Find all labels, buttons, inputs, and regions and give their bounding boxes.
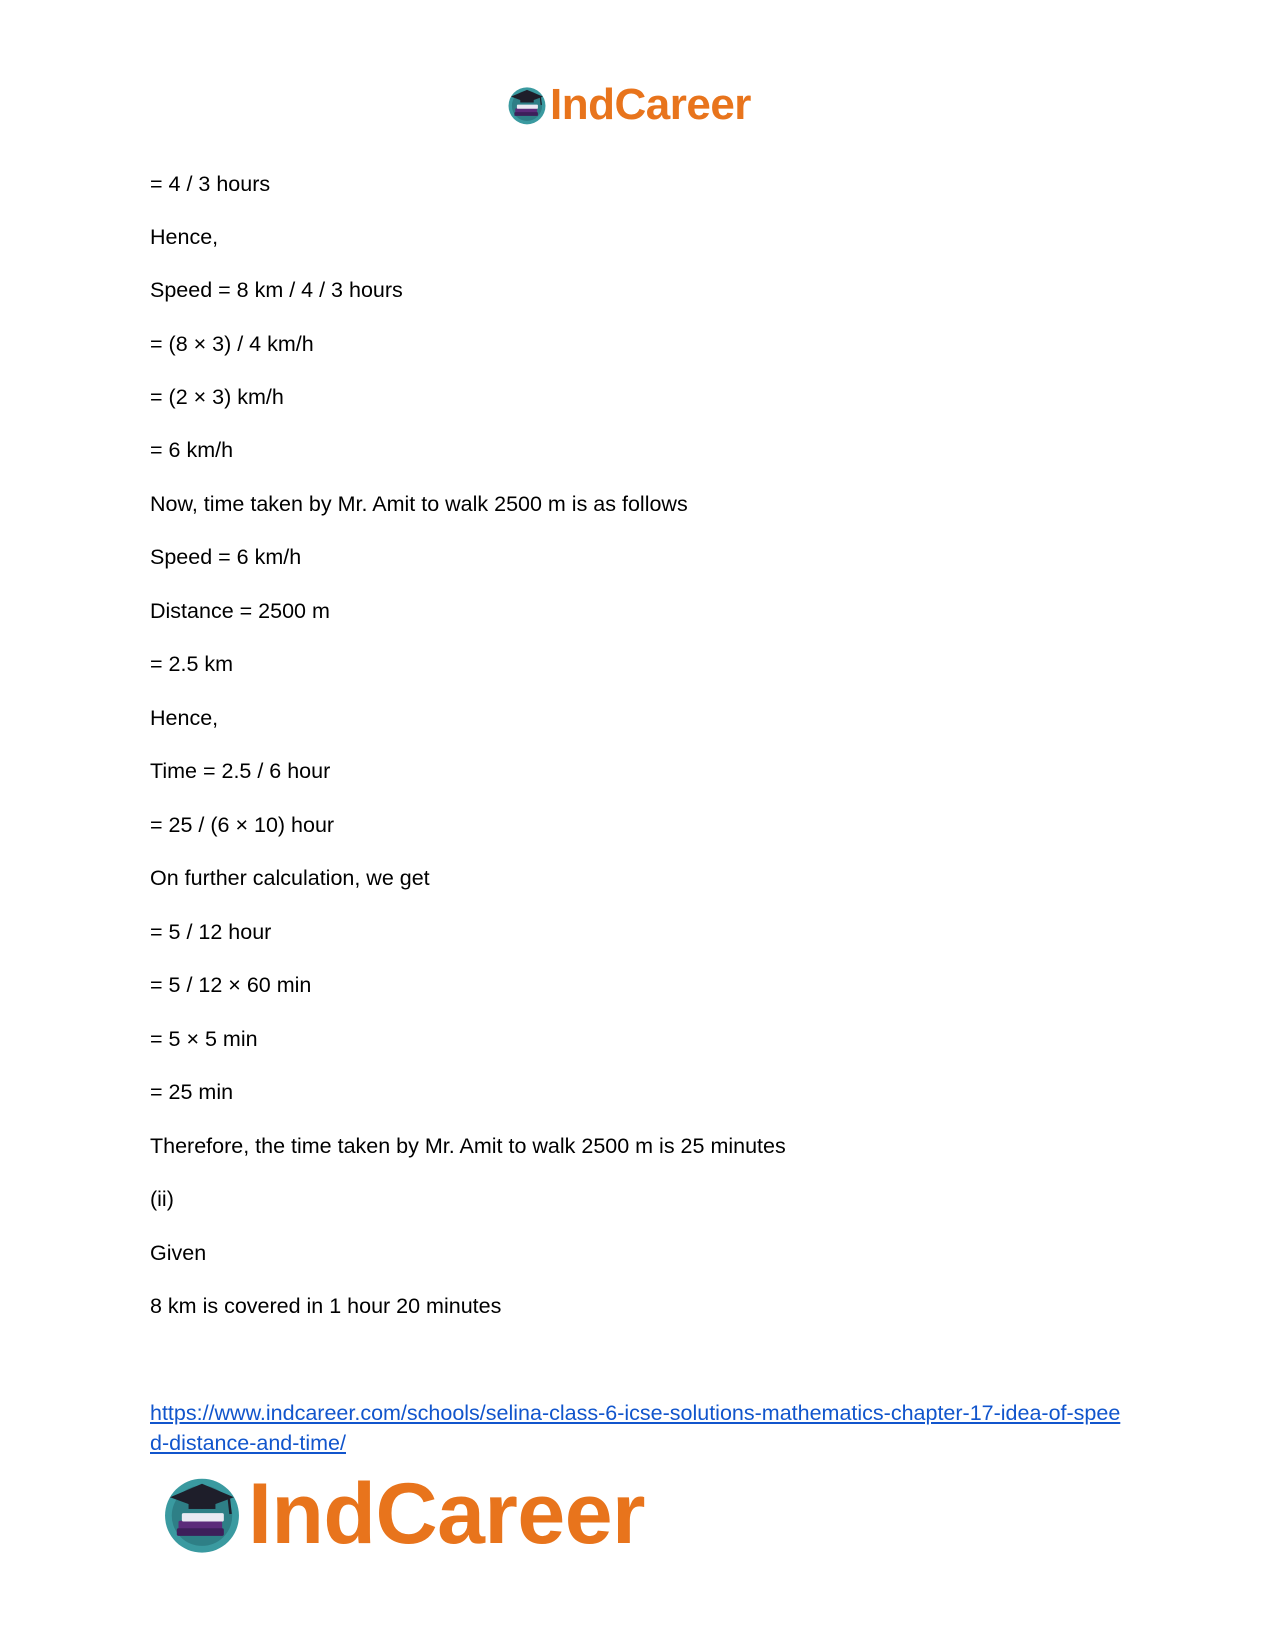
text-line: Now, time taken by Mr. Amit to walk 2500 m is as follows [150,492,688,516]
text-line: Hence, [150,706,219,730]
text-line: Given [150,1241,207,1265]
graduation-cap-books-icon [506,84,548,126]
graduation-cap-books-icon [160,1472,244,1556]
text-line: = 5 / 12 hour [150,920,272,944]
text-line: = 2.5 km [150,652,234,676]
text-line: Therefore, the time taken by Mr. Amit to walk 2500 m is 25 minutes [150,1134,786,1158]
text-line: On further calculation, we get [150,866,430,890]
text-line: = (2 × 3) km/h [150,385,284,409]
brand-name: IndCareer [248,1465,645,1562]
text-line: Speed = 8 km / 4 / 3 hours [150,278,403,302]
text-line: = 6 km/h [150,438,234,462]
text-line: = 4 / 3 hours [150,172,271,196]
text-line: = 25 min [150,1080,234,1104]
text-line: Distance = 2500 m [150,599,330,623]
text-line: 8 km is covered in 1 hour 20 minutes [150,1294,502,1318]
text-line: Time = 2.5 / 6 hour [150,759,331,783]
text-line: = 5 × 5 min [150,1027,258,1051]
text-line: Speed = 6 km/h [150,545,302,569]
source-link[interactable]: https://www.indcareer.com/schools/selina-class-6-icse-solutions-mathematics-chapter-17-idea-of-speed-distance-and-time/ [150,1401,1121,1455]
text-line: Hence, [150,225,219,249]
text-line: (ii) [150,1187,174,1211]
text-line: = (8 × 3) / 4 km/h [150,332,314,356]
header-logo [506,80,751,130]
brand-name: IndCareer [550,80,751,129]
text-line: = 25 / (6 × 10) hour [150,813,335,837]
text-line: = 5 / 12 × 60 min [150,973,312,997]
footer-logo [160,1466,645,1562]
